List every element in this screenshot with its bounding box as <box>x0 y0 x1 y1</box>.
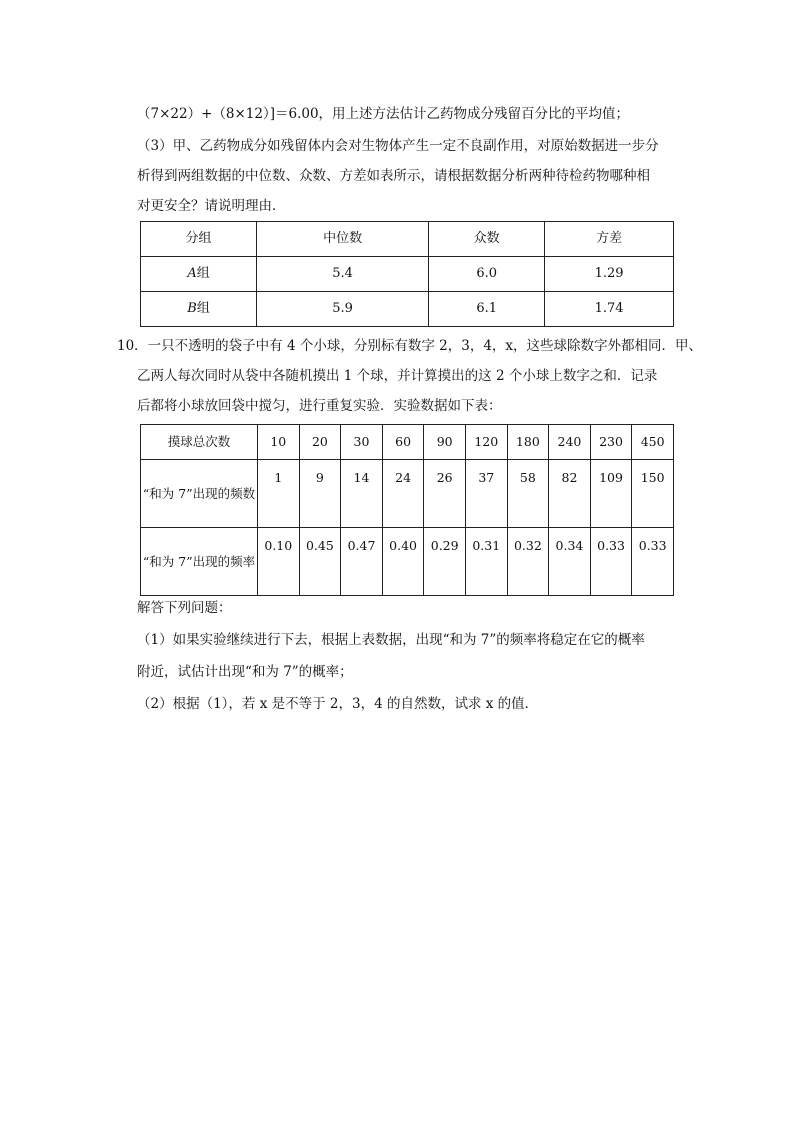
mode-cell: 6.0 <box>429 257 545 292</box>
group-suffix: 组 <box>196 301 210 316</box>
text-line: 后都将小球放回袋中搅匀，进行重复实验．实验数据如下表： <box>137 398 502 414</box>
table-cell: 240 <box>549 425 591 460</box>
table-cell: 109 <box>590 460 632 528</box>
table-cell: 9 <box>299 460 341 528</box>
text-line: （1）如果实验继续进行下去，根据上表数据，出现“和为 7”的频率将稳定在它的概率 <box>137 632 645 648</box>
group-cell <box>141 292 257 327</box>
row-header: “和为 7”出现的频数 <box>141 460 258 528</box>
mode-cell: 6.1 <box>429 292 545 327</box>
table-row <box>141 292 674 327</box>
text-line: （3）甲、乙药物成分如残留体内会对生物体产生一定不良副作用，对原始数据进一步分 <box>137 138 659 154</box>
table-cell: 180 <box>507 425 549 460</box>
table-row <box>141 257 674 292</box>
table-cell: 0.32 <box>507 528 549 596</box>
table-cell: 0.33 <box>590 528 632 596</box>
median-cell: 5.4 <box>257 257 429 292</box>
table-cell: 90 <box>424 425 466 460</box>
table-header-cell: 分组 <box>141 222 257 257</box>
table-header-cell: 众数 <box>429 222 545 257</box>
group-cell <box>141 257 257 292</box>
table-header-cell: 中位数 <box>257 222 429 257</box>
table-cell: 37 <box>465 460 507 528</box>
row-header: 摸球总次数 <box>141 425 258 460</box>
row-header: “和为 7”出现的频率 <box>141 528 258 596</box>
table-cell: 26 <box>424 460 466 528</box>
table-cell: 24 <box>382 460 424 528</box>
table-cell: 0.34 <box>549 528 591 596</box>
table-cell: 450 <box>632 425 674 460</box>
text-line: 对更安全？请说明理由． <box>137 198 286 214</box>
text-line: 析得到两组数据的中位数、众数、方差如表所示，请根据数据分析两种待检药物哪种相 <box>137 168 650 184</box>
table-cell: 0.45 <box>299 528 341 596</box>
table-cell: 0.31 <box>465 528 507 596</box>
text-line: 乙两人每次同时从袋中各随机摸出 1 个球，并计算摸出的这 2 个小球上数字之和．记录 <box>137 368 658 384</box>
table-cell: 0.47 <box>341 528 383 596</box>
table-cell: 82 <box>549 460 591 528</box>
variance-cell: 1.74 <box>545 292 674 327</box>
table-cell: 10 <box>258 425 300 460</box>
table-cell: 58 <box>507 460 549 528</box>
table-cell: 0.40 <box>382 528 424 596</box>
table-cell: 0.29 <box>424 528 466 596</box>
table-cell: 120 <box>465 425 507 460</box>
variance-cell: 1.29 <box>545 257 674 292</box>
question-10-line: 10．一只不透明的袋子中有 4 个小球，分别标有数字 2，3，4，x，这些球除数字外都相同．甲、 <box>117 338 703 354</box>
table-cell: 230 <box>590 425 632 460</box>
text-line: （7×22）+（8×12）]＝6.00，用上述方法估计乙药物成分残留百分比的平均值； <box>137 106 630 122</box>
table-cell: 0.33 <box>632 528 674 596</box>
table-header-cell: 方差 <box>545 222 674 257</box>
group-suffix: 组 <box>196 266 210 281</box>
text-line: 解答下列问题： <box>137 600 232 616</box>
text-line: 附近，试估计出现“和为 7”的概率； <box>137 664 353 680</box>
table-cell: 60 <box>382 425 424 460</box>
table-cell: 30 <box>341 425 383 460</box>
table-row-frequencies <box>141 528 674 596</box>
text-line: （2）根据（1），若 x 是不等于 2，3，4 的自然数，试求 x 的值． <box>137 696 539 712</box>
table-cell: 1 <box>258 460 300 528</box>
table-cell: 150 <box>632 460 674 528</box>
group-letter: B <box>187 301 197 316</box>
table-row-counts <box>141 460 674 528</box>
table-cell: 0.10 <box>258 528 300 596</box>
table-cell: 14 <box>341 460 383 528</box>
experiment-table <box>140 424 674 596</box>
group-letter: A <box>187 266 197 281</box>
table-cell: 20 <box>299 425 341 460</box>
table-header-row <box>141 222 674 257</box>
statistics-table <box>140 221 674 327</box>
table-row-totals <box>141 425 674 460</box>
median-cell: 5.9 <box>257 292 429 327</box>
